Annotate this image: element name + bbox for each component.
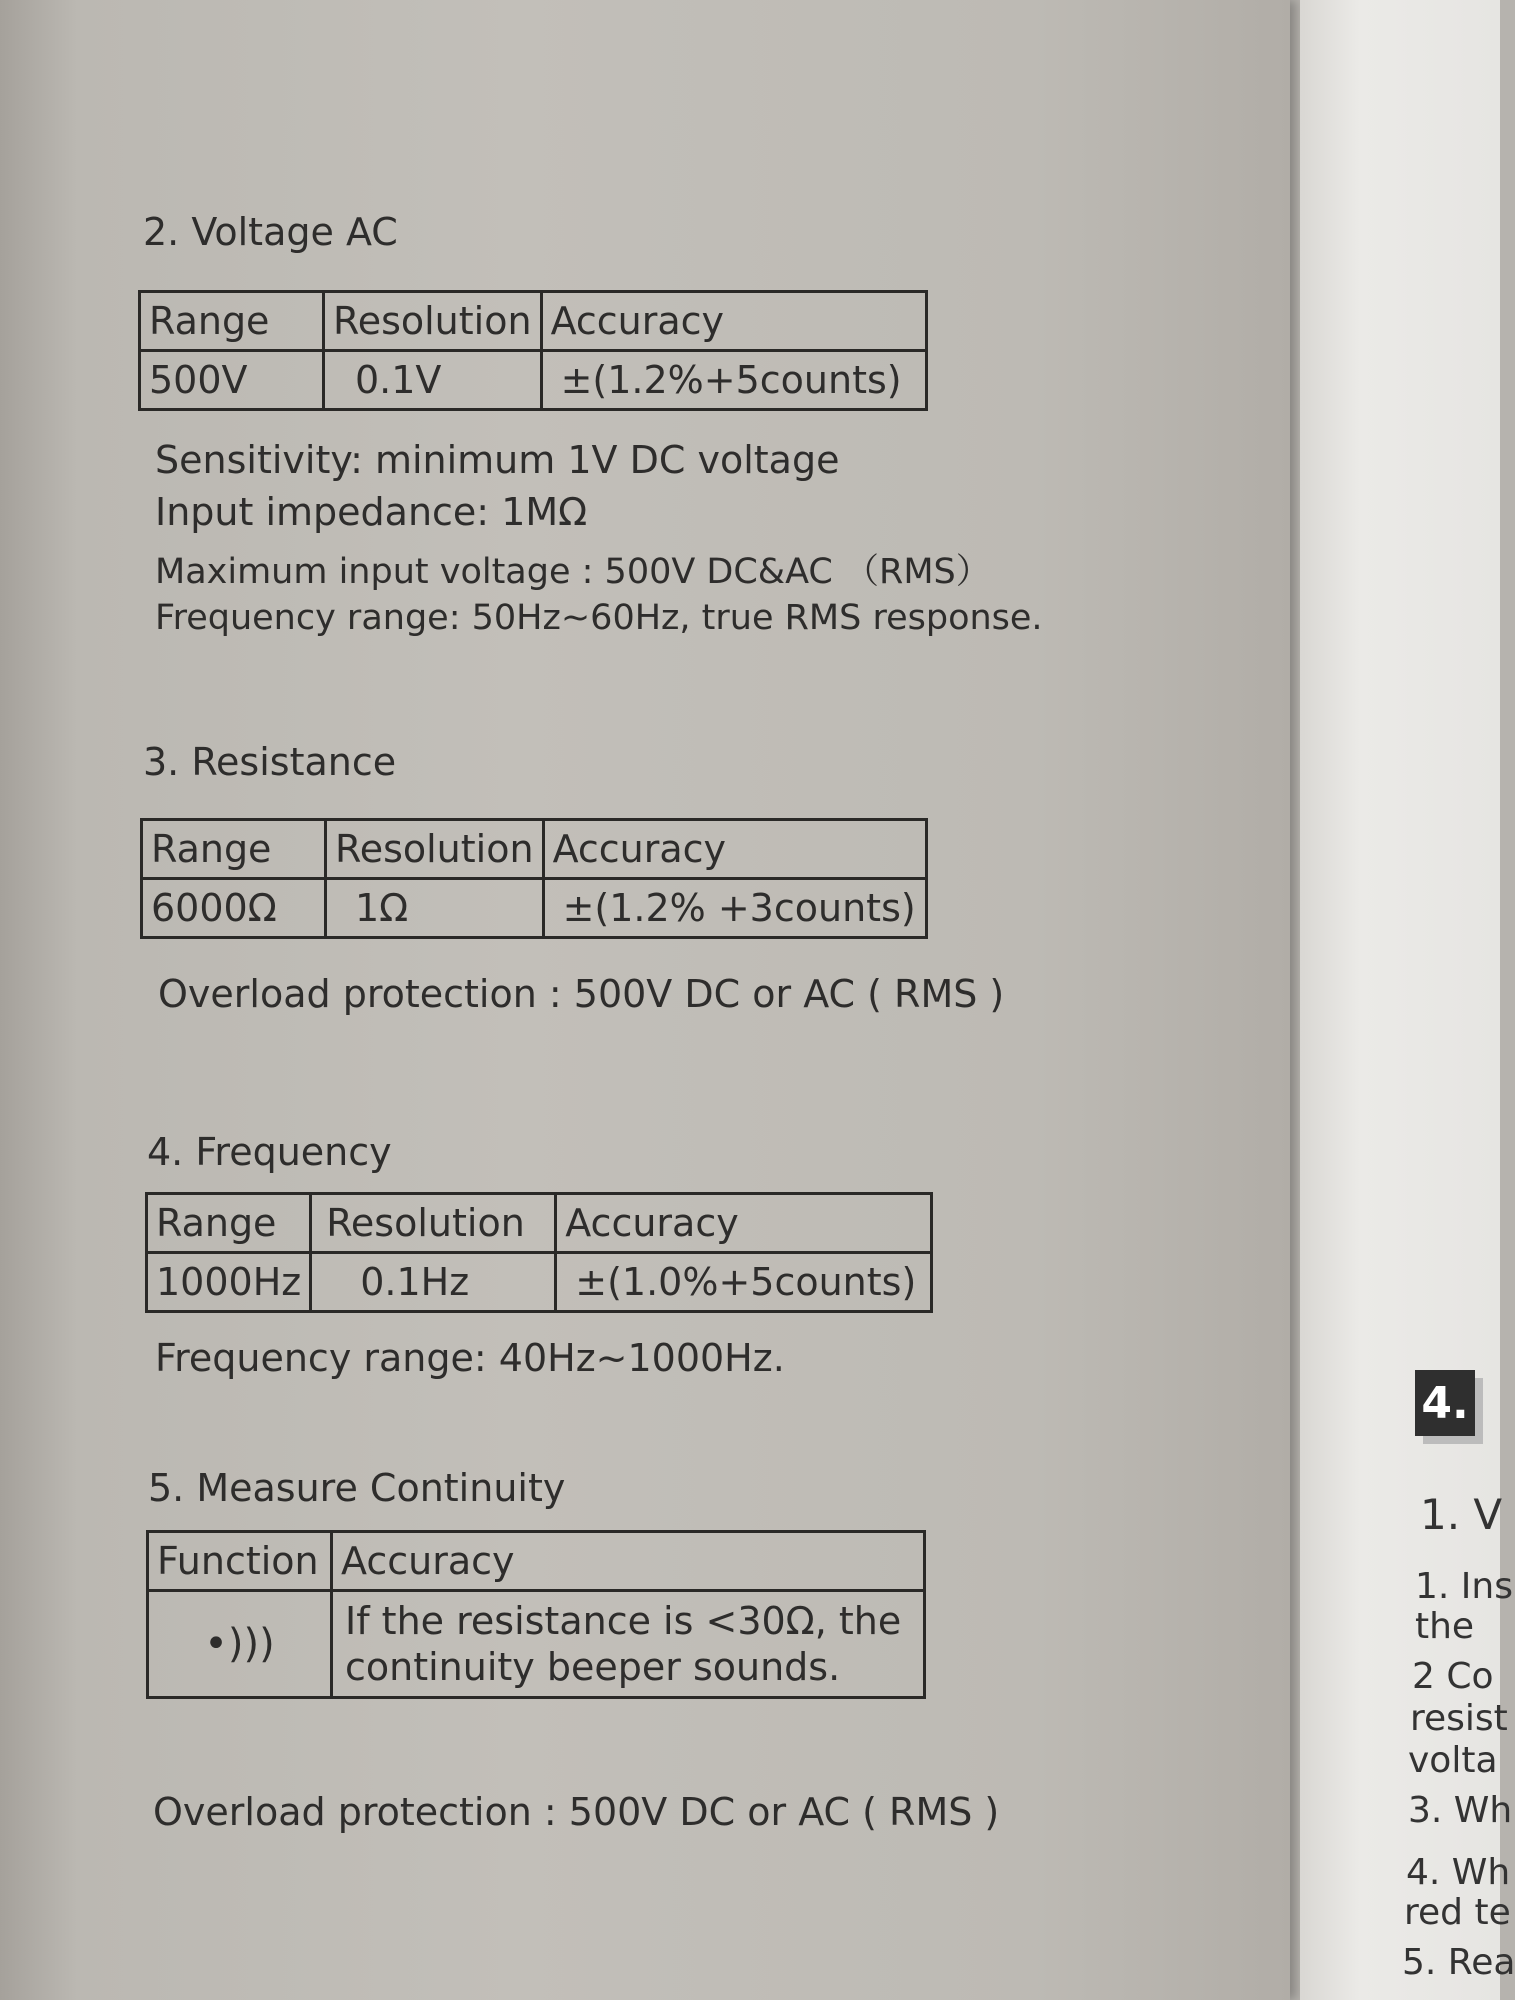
- col-header-range: Range: [140, 292, 324, 351]
- right-page-line: 2 Co: [1412, 1656, 1494, 1697]
- cell-accuracy: ±(1.2% +3counts): [543, 879, 926, 938]
- right-page-line: volta: [1408, 1740, 1498, 1781]
- section-heading-frequency: 4. Frequency: [147, 1130, 392, 1174]
- frequency-table: [145, 1192, 933, 1313]
- right-page: [1300, 0, 1515, 2000]
- table-header-row: [147, 1194, 932, 1253]
- cell-accuracy: ±(1.2%+5counts): [541, 351, 926, 410]
- note-frequency-range-ac: Frequency range: 50Hz~60Hz, true RMS response.: [155, 598, 1043, 638]
- note-max-input-voltage: Maximum input voltage : 500V DC&AC （RMS）: [155, 552, 991, 592]
- cell-range: 1000Hz: [147, 1253, 311, 1312]
- right-page-line: the: [1415, 1606, 1475, 1647]
- section-heading-voltage-ac: 2. Voltage AC: [143, 210, 398, 254]
- note-frequency-range: Frequency range: 40Hz~1000Hz.: [155, 1336, 785, 1380]
- cell-range: 6000Ω: [142, 879, 326, 938]
- section-heading-measure-continuity: 5. Measure Continuity: [148, 1466, 566, 1510]
- cell-range: 500V: [140, 351, 324, 410]
- table-row: [142, 879, 927, 938]
- resistance-table: [140, 818, 928, 939]
- col-header-accuracy: Accuracy: [556, 1194, 932, 1253]
- right-page-line: 1. Ins: [1415, 1566, 1513, 1607]
- voltage-ac-table: [138, 290, 928, 411]
- cell-accuracy: ±(1.0%+5counts): [556, 1253, 932, 1312]
- cell-continuity-accuracy: If the resistance is <30Ω, the continuity beeper sounds.: [332, 1591, 925, 1698]
- col-header-accuracy: Accuracy: [543, 820, 926, 879]
- col-header-accuracy: Accuracy: [332, 1532, 925, 1591]
- section-heading-resistance: 3. Resistance: [143, 740, 397, 784]
- table-header-row: [148, 1532, 925, 1591]
- col-header-accuracy: Accuracy: [541, 292, 926, 351]
- chapter-badge: 4.: [1415, 1370, 1475, 1436]
- col-header-resolution: Resolution: [311, 1194, 556, 1253]
- col-header-resolution: Resolution: [324, 292, 542, 351]
- note-overload-protection-continuity: Overload protection : 500V DC or AC ( RMS ): [153, 1790, 1000, 1834]
- right-page-line: red te: [1404, 1892, 1511, 1933]
- cell-resolution: 1Ω: [326, 879, 544, 938]
- col-header-range: Range: [142, 820, 326, 879]
- cell-resolution: 0.1Hz: [311, 1253, 556, 1312]
- col-header-resolution: Resolution: [326, 820, 544, 879]
- right-page-line: 4. Wh: [1406, 1852, 1511, 1893]
- right-page-line: 5. Rea: [1402, 1942, 1515, 1983]
- col-header-function: Function: [148, 1532, 332, 1591]
- note-overload-protection-resistance: Overload protection : 500V DC or AC ( RMS ): [158, 972, 1005, 1016]
- table-header-row: [142, 820, 927, 879]
- right-page-line: 1. V: [1420, 1490, 1503, 1539]
- right-page-line: resist: [1410, 1698, 1508, 1739]
- note-input-impedance: Input impedance: 1MΩ: [155, 490, 588, 534]
- col-header-range: Range: [147, 1194, 311, 1253]
- table-header-row: [140, 292, 927, 351]
- continuity-table: [146, 1530, 926, 1699]
- note-sensitivity: Sensitivity: minimum 1V DC voltage: [155, 438, 840, 482]
- right-page-line: 3. Wh: [1408, 1790, 1513, 1831]
- continuity-beeper-icon: •))): [148, 1591, 332, 1698]
- cell-resolution: 0.1V: [324, 351, 542, 410]
- table-row: [148, 1591, 925, 1698]
- table-row: [140, 351, 927, 410]
- table-row: [147, 1253, 932, 1312]
